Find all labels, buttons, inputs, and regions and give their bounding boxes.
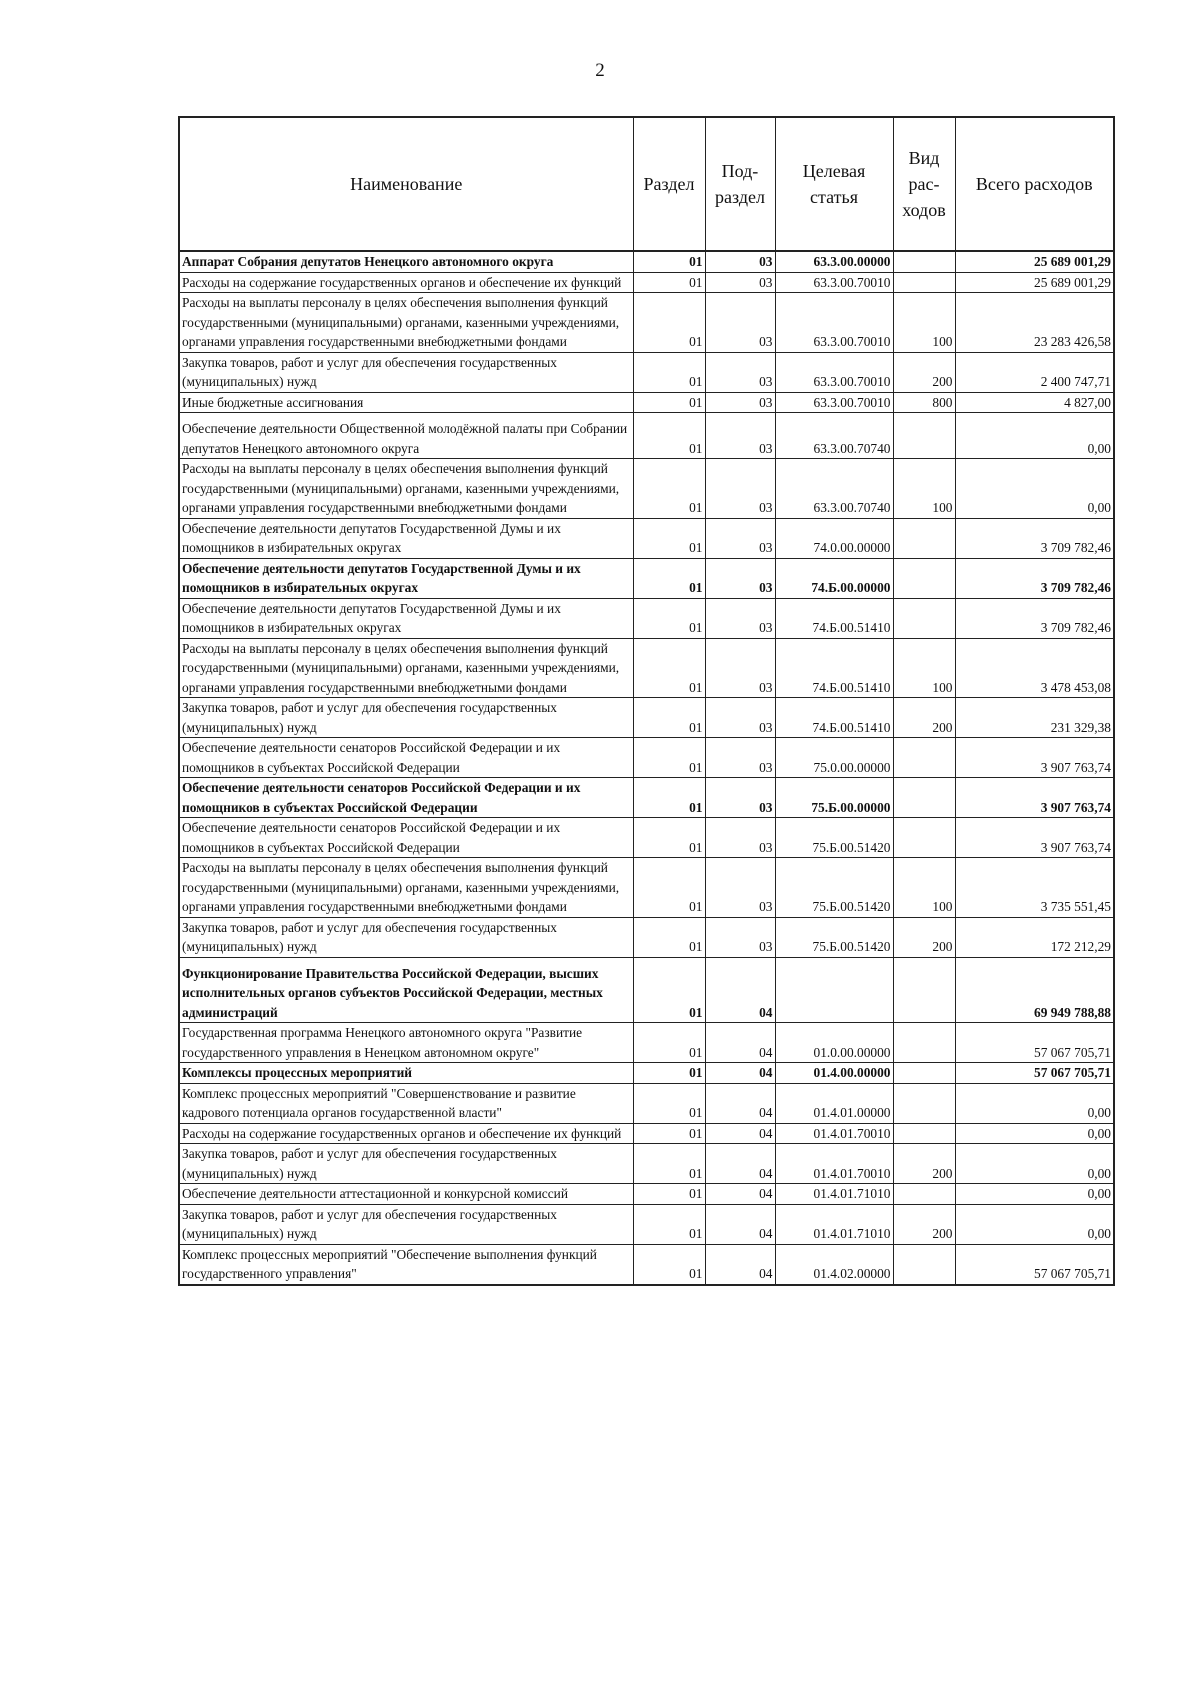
row-name-cell: Закупка товаров, работ и услуг для обеспечения государственных (муниципальных) нужд (179, 1144, 633, 1184)
row-expense-kind-cell: 800 (893, 392, 955, 413)
row-section-cell: 01 (633, 1144, 705, 1184)
row-subsection-cell: 03 (705, 272, 775, 293)
row-name-cell: Иные бюджетные ассигнования (179, 392, 633, 413)
row-section-cell: 01 (633, 1123, 705, 1144)
table-row (179, 413, 1114, 459)
table-row (179, 1184, 1114, 1205)
row-section-cell: 01 (633, 352, 705, 392)
row-name-cell: Обеспечение деятельности аттестационной и конкурсной комиссий (179, 1184, 633, 1205)
row-subsection-cell: 04 (705, 1023, 775, 1063)
row-subsection-cell: 03 (705, 518, 775, 558)
row-expense-kind-cell (893, 1244, 955, 1285)
row-subsection-cell: 03 (705, 698, 775, 738)
row-section-cell: 01 (633, 1204, 705, 1244)
table-header-row (179, 117, 1114, 251)
row-name-cell: Обеспечение деятельности сенаторов Российской Федерации и их помощников в субъектах Российской Федерации (179, 738, 633, 778)
row-total-cell: 3 709 782,46 (955, 558, 1114, 598)
row-total-cell: 57 067 705,71 (955, 1063, 1114, 1084)
table-row (179, 858, 1114, 918)
row-target-article-cell: 75.0.00.00000 (775, 738, 893, 778)
table-row (179, 778, 1114, 818)
row-target-article-cell (775, 957, 893, 1023)
header-name: Наименование (179, 117, 633, 251)
row-total-cell: 0,00 (955, 459, 1114, 519)
row-total-cell: 3 735 551,45 (955, 858, 1114, 918)
row-name-cell: Расходы на выплаты персоналу в целях обеспечения выполнения функций государственными (муниципальными) органами, казенными учреждениями, органами управления государственными внебюджетными фондами (179, 293, 633, 353)
row-total-cell: 23 283 426,58 (955, 293, 1114, 353)
row-target-article-cell: 01.4.02.00000 (775, 1244, 893, 1285)
table-row (179, 352, 1114, 392)
budget-table (178, 116, 1115, 1286)
table-row (179, 1123, 1114, 1144)
table-row (179, 698, 1114, 738)
row-target-article-cell: 01.4.00.00000 (775, 1063, 893, 1084)
row-total-cell: 3 907 763,74 (955, 778, 1114, 818)
row-target-article-cell: 63.3.00.70010 (775, 272, 893, 293)
row-total-cell: 3 709 782,46 (955, 518, 1114, 558)
row-subsection-cell: 03 (705, 251, 775, 272)
row-name-cell: Обеспечение деятельности сенаторов Российской Федерации и их помощников в субъектах Российской Федерации (179, 778, 633, 818)
row-name-cell: Комплексы процессных мероприятий (179, 1063, 633, 1084)
row-section-cell: 01 (633, 392, 705, 413)
row-expense-kind-cell: 100 (893, 638, 955, 698)
row-expense-kind-cell: 200 (893, 352, 955, 392)
row-name-cell: Расходы на выплаты персоналу в целях обеспечения выполнения функций государственными (муниципальными) органами, казенными учреждениями, органами управления государственными внебюджетными фондами (179, 858, 633, 918)
row-section-cell: 01 (633, 1083, 705, 1123)
row-total-cell: 3 907 763,74 (955, 738, 1114, 778)
row-section-cell: 01 (633, 698, 705, 738)
row-subsection-cell: 03 (705, 778, 775, 818)
row-name-cell: Закупка товаров, работ и услуг для обеспечения государственных (муниципальных) нужд (179, 1204, 633, 1244)
row-expense-kind-cell: 100 (893, 459, 955, 519)
row-expense-kind-cell (893, 1083, 955, 1123)
row-section-cell: 01 (633, 738, 705, 778)
row-target-article-cell: 75.Б.00.51420 (775, 818, 893, 858)
row-total-cell: 3 478 453,08 (955, 638, 1114, 698)
row-target-article-cell: 74.0.00.00000 (775, 518, 893, 558)
row-expense-kind-cell (893, 818, 955, 858)
table-row (179, 917, 1114, 957)
row-target-article-cell: 74.Б.00.51410 (775, 598, 893, 638)
row-name-cell: Расходы на содержание государственных органов и обеспечение их функций (179, 272, 633, 293)
row-target-article-cell: 63.3.00.70010 (775, 293, 893, 353)
row-subsection-cell: 03 (705, 352, 775, 392)
row-name-cell: Закупка товаров, работ и услуг для обеспечения государственных (муниципальных) нужд (179, 917, 633, 957)
row-expense-kind-cell (893, 778, 955, 818)
row-subsection-cell: 03 (705, 858, 775, 918)
row-expense-kind-cell: 200 (893, 1144, 955, 1184)
row-total-cell: 4 827,00 (955, 392, 1114, 413)
row-name-cell: Закупка товаров, работ и услуг для обеспечения государственных (муниципальных) нужд (179, 352, 633, 392)
header-subsection: Под- раздел (705, 117, 775, 251)
row-name-cell: Расходы на выплаты персоналу в целях обеспечения выполнения функций государственными (муниципальными) органами, казенными учреждениями, органами управления государственными внебюджетными фондами (179, 459, 633, 519)
row-expense-kind-cell (893, 738, 955, 778)
row-expense-kind-cell (893, 1063, 955, 1084)
row-section-cell: 01 (633, 272, 705, 293)
row-name-cell: Государственная программа Ненецкого автономного округа "Развитие государственного управления в Ненецком автономном округе" (179, 1023, 633, 1063)
row-target-article-cell: 63.3.00.70010 (775, 392, 893, 413)
row-total-cell: 0,00 (955, 1184, 1114, 1205)
row-expense-kind-cell (893, 518, 955, 558)
row-section-cell: 01 (633, 638, 705, 698)
row-name-cell: Расходы на содержание государственных органов и обеспечение их функций (179, 1123, 633, 1144)
row-expense-kind-cell (893, 598, 955, 638)
row-total-cell: 0,00 (955, 1083, 1114, 1123)
row-subsection-cell: 03 (705, 392, 775, 413)
row-subsection-cell: 04 (705, 1063, 775, 1084)
row-expense-kind-cell: 100 (893, 293, 955, 353)
header-expense-kind: Вид рас- ходов (893, 117, 955, 251)
row-name-cell: Обеспечение деятельности Общественной молодёжной палаты при Собрании депутатов Ненецкого автономного округа (179, 413, 633, 459)
row-total-cell: 172 212,29 (955, 917, 1114, 957)
row-subsection-cell: 04 (705, 1184, 775, 1205)
row-subsection-cell: 03 (705, 558, 775, 598)
row-section-cell: 01 (633, 598, 705, 638)
row-section-cell: 01 (633, 251, 705, 272)
table-row (179, 293, 1114, 353)
row-section-cell: 01 (633, 917, 705, 957)
table-row (179, 1063, 1114, 1084)
row-subsection-cell: 04 (705, 1123, 775, 1144)
row-name-cell: Обеспечение деятельности депутатов Государственной Думы и их помощников в избирательных округах (179, 558, 633, 598)
row-target-article-cell: 01.4.01.71010 (775, 1204, 893, 1244)
row-subsection-cell: 03 (705, 818, 775, 858)
row-total-cell: 0,00 (955, 1123, 1114, 1144)
row-expense-kind-cell (893, 1023, 955, 1063)
row-name-cell: Комплекс процессных мероприятий "Совершенствование и развитие кадрового потенциала органов государственной власти" (179, 1083, 633, 1123)
row-expense-kind-cell (893, 558, 955, 598)
row-section-cell: 01 (633, 1063, 705, 1084)
row-section-cell: 01 (633, 293, 705, 353)
row-name-cell: Аппарат Собрания депутатов Ненецкого автономного округа (179, 251, 633, 272)
table-row (179, 638, 1114, 698)
row-target-article-cell: 74.Б.00.00000 (775, 558, 893, 598)
row-total-cell: 57 067 705,71 (955, 1244, 1114, 1285)
header-target-article: Целевая статья (775, 117, 893, 251)
row-expense-kind-cell: 200 (893, 1204, 955, 1244)
row-section-cell: 01 (633, 558, 705, 598)
row-section-cell: 01 (633, 1023, 705, 1063)
row-total-cell: 25 689 001,29 (955, 251, 1114, 272)
row-subsection-cell: 03 (705, 738, 775, 778)
row-target-article-cell: 74.Б.00.51410 (775, 698, 893, 738)
row-target-article-cell: 01.4.01.00000 (775, 1083, 893, 1123)
row-total-cell: 25 689 001,29 (955, 272, 1114, 293)
row-total-cell: 3 709 782,46 (955, 598, 1114, 638)
row-subsection-cell: 03 (705, 413, 775, 459)
row-total-cell: 2 400 747,71 (955, 352, 1114, 392)
table-row (179, 1083, 1114, 1123)
row-subsection-cell: 03 (705, 638, 775, 698)
table-row (179, 1144, 1114, 1184)
row-target-article-cell: 74.Б.00.51410 (775, 638, 893, 698)
row-target-article-cell: 75.Б.00.51420 (775, 858, 893, 918)
row-total-cell: 69 949 788,88 (955, 957, 1114, 1023)
row-section-cell: 01 (633, 459, 705, 519)
table-row (179, 818, 1114, 858)
row-total-cell: 0,00 (955, 1204, 1114, 1244)
table-row (179, 558, 1114, 598)
row-expense-kind-cell: 200 (893, 698, 955, 738)
table-row (179, 1204, 1114, 1244)
row-subsection-cell: 03 (705, 293, 775, 353)
table-row (179, 738, 1114, 778)
row-total-cell: 57 067 705,71 (955, 1023, 1114, 1063)
table-row (179, 251, 1114, 272)
row-subsection-cell: 03 (705, 598, 775, 638)
row-name-cell: Обеспечение деятельности сенаторов Российской Федерации и их помощников в субъектах Российской Федерации (179, 818, 633, 858)
header-section: Раздел (633, 117, 705, 251)
table-row (179, 1023, 1114, 1063)
row-section-cell: 01 (633, 1244, 705, 1285)
row-section-cell: 01 (633, 778, 705, 818)
page-number: 2 (595, 60, 605, 81)
row-total-cell: 0,00 (955, 413, 1114, 459)
row-subsection-cell: 03 (705, 917, 775, 957)
row-expense-kind-cell (893, 413, 955, 459)
row-target-article-cell: 01.0.00.00000 (775, 1023, 893, 1063)
header-total: Всего расходов (955, 117, 1114, 251)
row-name-cell: Обеспечение деятельности депутатов Государственной Думы и их помощников в избирательных округах (179, 598, 633, 638)
row-target-article-cell: 75.Б.00.00000 (775, 778, 893, 818)
row-target-article-cell: 63.3.00.70740 (775, 459, 893, 519)
row-expense-kind-cell (893, 957, 955, 1023)
row-expense-kind-cell (893, 1184, 955, 1205)
row-expense-kind-cell: 100 (893, 858, 955, 918)
table-row (179, 518, 1114, 558)
row-name-cell: Функционирование Правительства Российской Федерации, высших исполнительных органов субъектов Российской Федерации, местных администраций (179, 957, 633, 1023)
row-expense-kind-cell (893, 1123, 955, 1144)
table-row (179, 1244, 1114, 1285)
row-subsection-cell: 04 (705, 1144, 775, 1184)
table-row (179, 957, 1114, 1023)
row-target-article-cell: 63.3.00.70740 (775, 413, 893, 459)
row-section-cell: 01 (633, 957, 705, 1023)
row-target-article-cell: 75.Б.00.51420 (775, 917, 893, 957)
row-name-cell: Расходы на выплаты персоналу в целях обеспечения выполнения функций государственными (муниципальными) органами, казенными учреждениями, органами управления государственными внебюджетными фондами (179, 638, 633, 698)
table-row (179, 598, 1114, 638)
row-total-cell: 0,00 (955, 1144, 1114, 1184)
row-target-article-cell: 01.4.01.70010 (775, 1144, 893, 1184)
row-section-cell: 01 (633, 1184, 705, 1205)
table-row (179, 459, 1114, 519)
row-target-article-cell: 63.3.00.70010 (775, 352, 893, 392)
row-subsection-cell: 04 (705, 957, 775, 1023)
row-section-cell: 01 (633, 413, 705, 459)
row-subsection-cell: 04 (705, 1204, 775, 1244)
row-section-cell: 01 (633, 858, 705, 918)
row-subsection-cell: 03 (705, 459, 775, 519)
row-expense-kind-cell (893, 272, 955, 293)
row-total-cell: 231 329,38 (955, 698, 1114, 738)
row-target-article-cell: 01.4.01.71010 (775, 1184, 893, 1205)
row-section-cell: 01 (633, 518, 705, 558)
row-expense-kind-cell (893, 251, 955, 272)
table-row (179, 272, 1114, 293)
row-subsection-cell: 04 (705, 1083, 775, 1123)
row-target-article-cell: 01.4.01.70010 (775, 1123, 893, 1144)
row-total-cell: 3 907 763,74 (955, 818, 1114, 858)
row-target-article-cell: 63.3.00.00000 (775, 251, 893, 272)
row-expense-kind-cell: 200 (893, 917, 955, 957)
row-name-cell: Закупка товаров, работ и услуг для обеспечения государственных (муниципальных) нужд (179, 698, 633, 738)
table-row (179, 392, 1114, 413)
row-section-cell: 01 (633, 818, 705, 858)
row-name-cell: Обеспечение деятельности депутатов Государственной Думы и их помощников в избирательных округах (179, 518, 633, 558)
row-name-cell: Комплекс процессных мероприятий "Обеспечение выполнения функций государственного управления" (179, 1244, 633, 1285)
row-subsection-cell: 04 (705, 1244, 775, 1285)
